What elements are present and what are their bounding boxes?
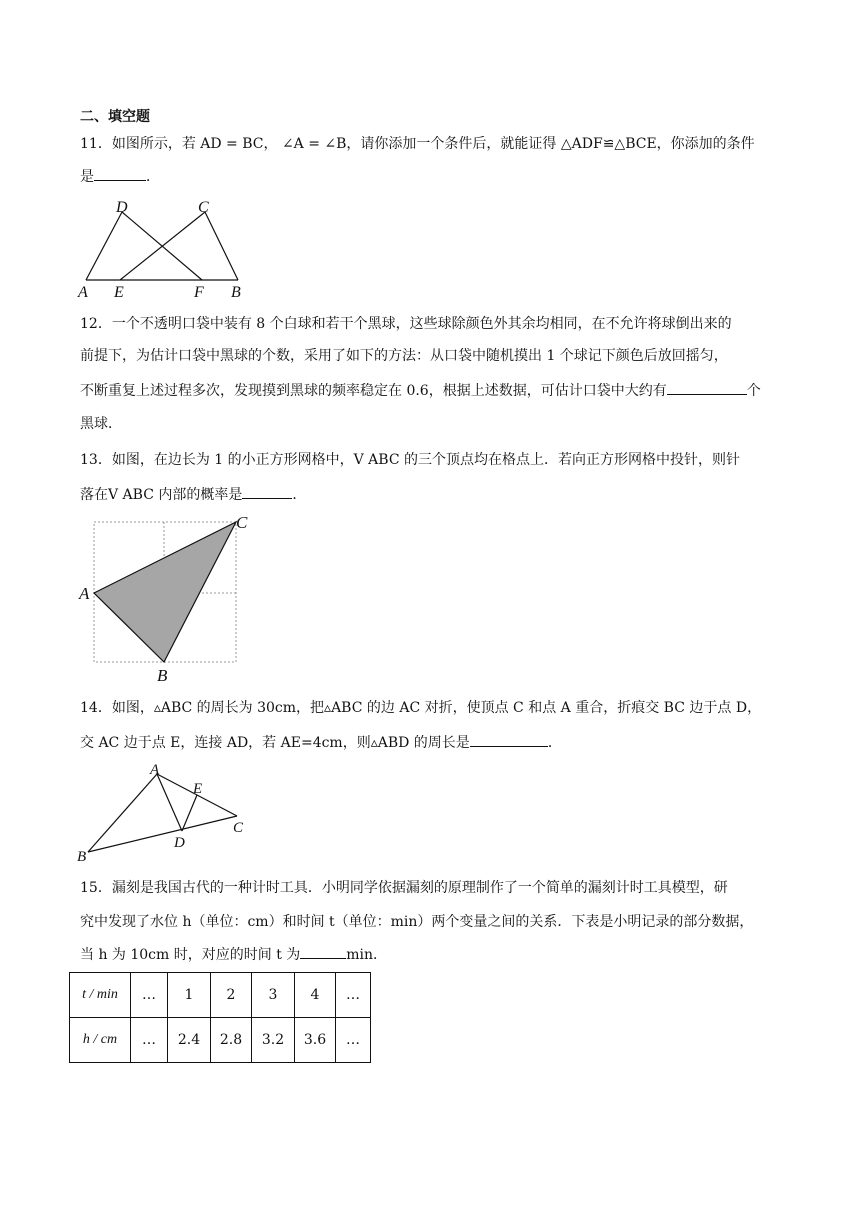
segment-ce [120, 212, 205, 280]
table-cell: … [336, 1018, 371, 1063]
q12-answer-blank [667, 380, 747, 395]
q11-line2-suffix: ． [146, 169, 160, 185]
q15-line1: 15．漏刻是我国古代的一种计时工具．小明同学依据漏刻的原理制作了一个简单的漏刻计时工具模型，研 [80, 880, 728, 896]
data-table [69, 972, 371, 1063]
label-c: C [198, 199, 209, 216]
label-d: D [174, 835, 185, 851]
segment-bc [205, 212, 238, 280]
q12-line3-suffix: 个 [746, 383, 761, 399]
q15-line3-suffix: min． [346, 947, 388, 963]
q12-line2: 前提下，为估计口袋中黑球的个数，采用了如下的方法：从口袋中随机摸出 1 个球记下颜色后放回摇匀， [80, 348, 728, 364]
label-c: C [236, 513, 248, 532]
segment-bc [88, 816, 237, 852]
q13-line2 [80, 484, 306, 505]
q15-line3 [80, 944, 387, 965]
table-cell: 2.8 [211, 1018, 252, 1063]
q15-line3-prefix: 当 h 为 10cm 时，对应的时间 t 为 [80, 947, 301, 963]
q14-figure [74, 760, 260, 866]
q15-line2: 究中发现了水位 h（单位：cm）和时间 t（单位：min）两个变量之间的关系．下表是小明记录的部分数据， [80, 914, 754, 930]
q14-line1: 14．如图，▵ABC 的周长为 30cm，把▵ABC 的边 AC 对折，使顶点 C 和点 A 重合，折痕交 BC 边于点 D， [80, 700, 762, 716]
table-cell: 2 [211, 973, 252, 1018]
q13-answer-blank [242, 484, 292, 499]
label-c: C [233, 820, 244, 836]
table-cell: h / cm [70, 1018, 131, 1063]
label-f: F [194, 284, 204, 300]
table-cell: 4 [295, 973, 336, 1018]
q11-figure [72, 196, 252, 300]
q13-line1: 13．如图，在边长为 1 的小正方形网格中，V ABC 的三个顶点均在格点上．若向正方形网格中投针，则针 [80, 452, 741, 468]
label-b: B [157, 666, 168, 685]
triangle-abc [94, 522, 236, 662]
table-cell: t / min [70, 973, 131, 1018]
q13-figure [72, 508, 262, 688]
segment-ad [86, 212, 122, 280]
q12-line3-prefix: 不断重复上述过程多次，发现摸到黑球的频率稳定在 0.6，根据上述数据，可估计口袋中大约有 [80, 383, 667, 399]
q13-line2-prefix: 落在V ABC 内部的概率是 [80, 487, 243, 503]
q14-line2-suffix: ． [547, 735, 562, 751]
section-title: 二、填空题 [80, 109, 150, 125]
table-row-t [70, 973, 371, 1018]
label-a: A [79, 584, 90, 603]
q14-answer-blank [470, 732, 548, 747]
q12-line4: 黑球． [80, 416, 122, 432]
q11-answer-blank [94, 166, 146, 181]
q11-line2-prefix: 是 [80, 169, 94, 185]
table-cell: 2.4 [168, 1018, 211, 1063]
table-cell: … [336, 973, 371, 1018]
segment-ad [157, 774, 182, 831]
label-e: E [193, 781, 203, 797]
q14-line2 [80, 732, 562, 753]
q14-line2-prefix: 交 AC 边于点 E，连接 AD，若 AE=4cm，则▵ABD 的周长是 [80, 735, 470, 751]
table-cell: 1 [168, 973, 211, 1018]
segment-ab [88, 774, 157, 852]
label-a: A [78, 284, 88, 300]
table-cell: … [131, 1018, 168, 1063]
table-cell: … [131, 973, 168, 1018]
label-b: B [77, 849, 87, 865]
q11-line1: 11．如图所示，若 AD = BC， ∠A = ∠B，请你添加一个条件后，就能证得 △ADF≌△BCE，你添加的条件 [80, 136, 755, 152]
q12-line3 [80, 380, 761, 401]
q11-line2 [80, 166, 160, 187]
label-a: A [150, 762, 160, 778]
label-e: E [114, 284, 124, 300]
table-cell: 3 [252, 973, 295, 1018]
table-cell: 3.6 [295, 1018, 336, 1063]
label-d: D [116, 199, 128, 216]
table-cell: 3.2 [252, 1018, 295, 1063]
label-b: B [231, 284, 241, 300]
q12-line1: 12．一个不透明口袋中装有 8 个白球和若干个黑球，这些球除颜色外其余均相同，在不允许将球倒出来的 [80, 316, 732, 332]
q15-answer-blank [300, 944, 346, 959]
table-row-h [70, 1018, 371, 1063]
q13-line2-suffix: ． [292, 487, 307, 503]
